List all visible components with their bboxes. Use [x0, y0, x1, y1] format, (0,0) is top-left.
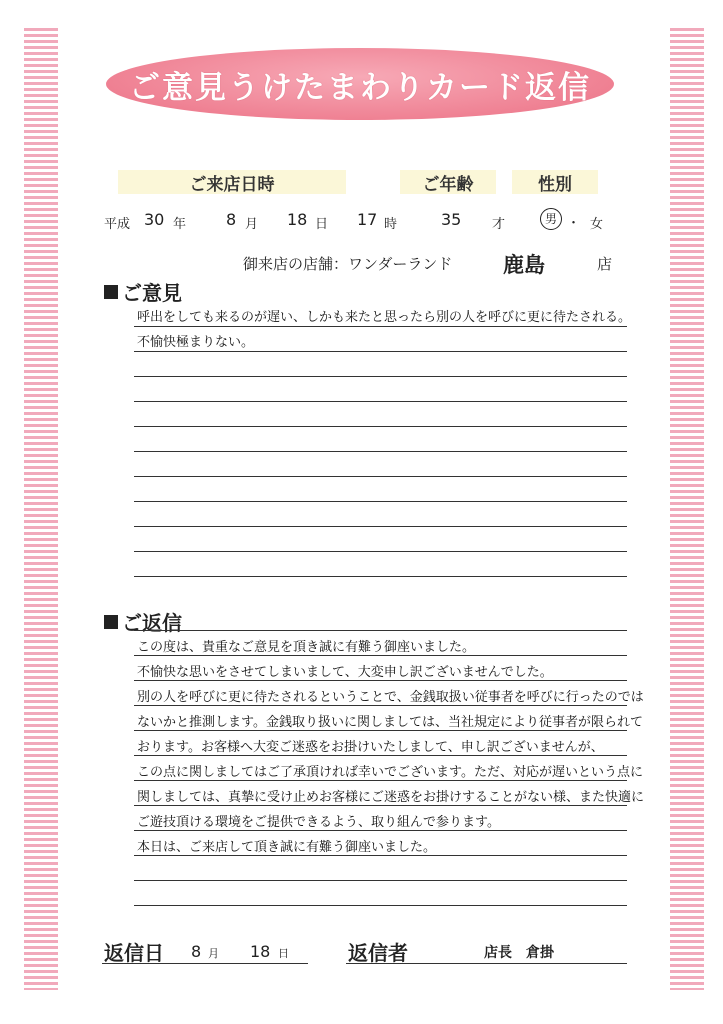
ruled-line [134, 551, 627, 552]
store-suffix: 店 [597, 255, 613, 273]
ruled-line [134, 376, 627, 377]
left-decorative-border [24, 28, 58, 990]
ruled-line [134, 705, 627, 706]
hour-unit: 時 [384, 217, 398, 232]
ruled-line [134, 526, 627, 527]
ruled-line [134, 730, 627, 731]
ruled-line [134, 680, 627, 681]
ruled-line [134, 401, 627, 402]
reply-month: 8 [191, 942, 202, 961]
visit-datetime-header: ご来店日時 [118, 170, 346, 194]
reply-line-1: この度は、貴重なご意見を頂き誠に有難う御座いました。 [137, 640, 476, 655]
replier-name: 店長 倉掛 [484, 945, 554, 961]
reply-line-5: おります。お客様へ大変ご迷惑をお掛けいたしまして、申し訳ございませんが、 [137, 740, 604, 755]
visit-year: 30 [144, 210, 165, 229]
replier-underline [346, 963, 627, 964]
ruled-line [134, 905, 627, 906]
reply-line-9: 本日は、ご来店して頂き誠に有難う御座いました。 [137, 840, 437, 855]
month-unit: 月 [245, 217, 259, 232]
age-header: ご年齢 [400, 170, 496, 194]
square-bullet-icon [104, 285, 118, 299]
era-label: 平成 [104, 217, 131, 232]
store-label: 御来店の店舗：ワンダーランド [243, 255, 453, 273]
reply-line-2: 不愉快な思いをさせてしまいまして、大変申し訳ございませんでした。 [137, 665, 553, 680]
reply-day-unit: 日 [278, 947, 289, 960]
ruled-line [134, 326, 627, 327]
reply-month-unit: 月 [208, 947, 219, 960]
store-name: 鹿島 [503, 253, 545, 277]
ruled-line [134, 576, 627, 577]
reply-line-3: 別の人を呼びに更に待たされるということで、金銭取扱い従事者を呼びに行ったのでは [137, 690, 644, 705]
gender-header: 性別 [512, 170, 598, 194]
ruled-line [134, 426, 627, 427]
visit-month: 8 [226, 210, 237, 229]
reply-line-6: この点に関しましてはご了承頂ければ幸いでございます。ただ、対応が遅いという点に [137, 765, 643, 780]
ruled-line [134, 880, 627, 881]
ruled-line [134, 655, 627, 656]
reply-date-label: 返信日 [104, 941, 164, 965]
reply-day: 18 [250, 942, 271, 961]
reply-line-4: ないかと推測します。金銭取り扱いに関しましては、当社規定により従事者が限られて [137, 715, 643, 730]
reply-line-8: ご遊技頂ける環境をご提供できるよう、取り組んで参ります。 [137, 815, 500, 830]
ruled-line [134, 755, 627, 756]
square-bullet-icon [104, 615, 118, 629]
opinion-line-1: 呼出をしても来るのが遅い、しかも来たと思ったら別の人を呼びに更に待たされる。 [137, 310, 632, 325]
opinion-heading: ご意見 [104, 277, 182, 306]
ruled-line [134, 805, 627, 806]
ruled-line [134, 855, 627, 856]
ruled-line [134, 451, 627, 452]
ruled-line [134, 830, 627, 831]
gender-separator: ・ [567, 216, 581, 231]
ruled-line [134, 501, 627, 502]
opinion-line-2: 不愉快極まりない。 [137, 335, 255, 350]
replier-label: 返信者 [348, 941, 408, 965]
gender-male-selected: 男 [540, 208, 562, 230]
year-unit: 年 [173, 217, 187, 232]
age-unit: 才 [492, 217, 506, 232]
gender-female: 女 [590, 217, 604, 232]
visit-hour: 17 [357, 210, 378, 229]
reply-date-underline [102, 963, 308, 964]
ruled-line [134, 780, 627, 781]
ruled-line [134, 476, 627, 477]
ruled-line [134, 351, 627, 352]
reply-heading: ご返信 [104, 607, 182, 636]
visitor-age: 35 [441, 210, 462, 229]
day-unit: 日 [315, 217, 329, 232]
title-banner [106, 48, 614, 120]
page-title: ご意見うけたまわりカード返信 [129, 69, 591, 106]
reply-line-7: 関しましては、真摯に受け止めお客様にご迷惑をお掛けすることがない様、また快適に [137, 790, 645, 805]
visit-day: 18 [287, 210, 308, 229]
right-decorative-border [670, 28, 704, 990]
ruled-line [134, 630, 627, 631]
